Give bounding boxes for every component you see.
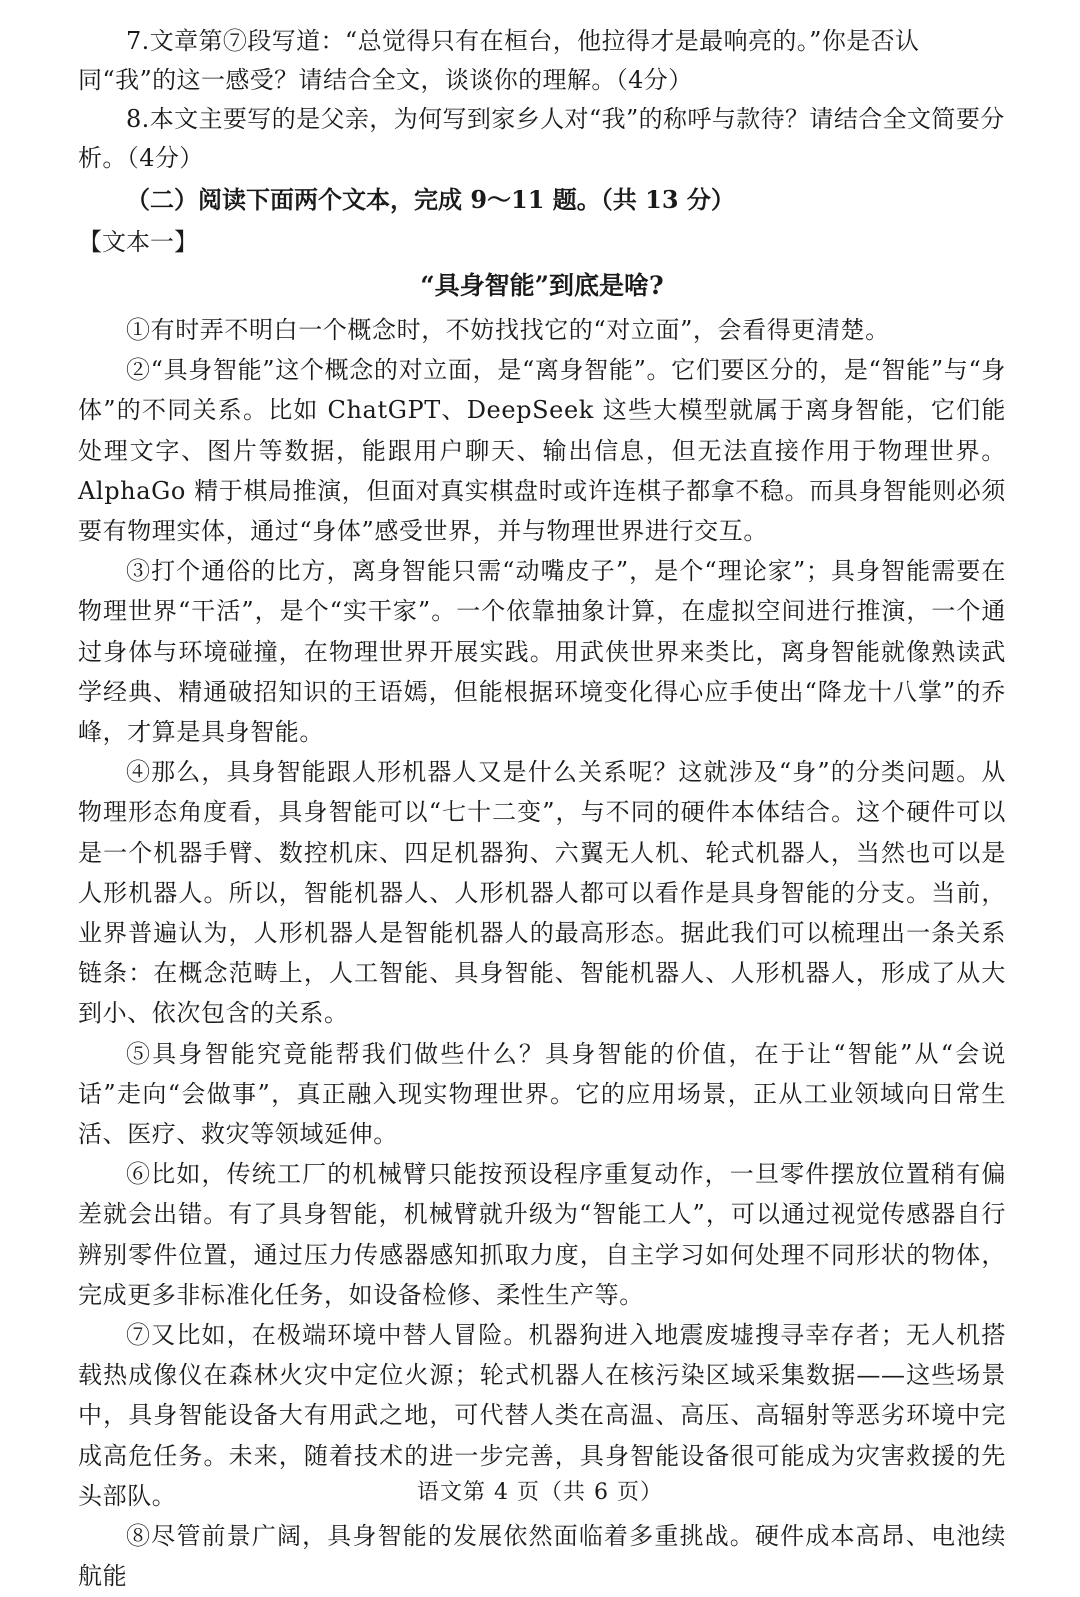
paragraph-3: ③打个通俗的比方，离身智能只需“动嘴皮子”，是个“理论家”；具身智能需要在物理世界“干活”，是个“实干家”。一个依靠抽象计算，在虚拟空间进行推演，一个通过身体与环境碰撞，在物理世界开展实践。用武侠世界来类比，离身智能就像熟读武学经典、精通破招知识的王语嫣，但能根据环境变化得心应手使出“降龙十八掌”的乔峰，才算是具身智能。 [78,557,1006,747]
paragraph-7: ⑦又比如，在极端环境中替人冒险。机器狗进入地震废墟搜寻幸存者；无人机搭载热成像仪在森林火灾中定位火源；轮式机器人在核污染区域采集数据——这些场景中，具身智能设备大有用武之地，可代替人类在高温、高压、高辐射等恶劣环境中完成高危任务。未来，随着技术的进一步完善，具身智能设备很可能成为灾害救援的先头部队。 [78,1321,1006,1510]
text-label: 【文本一】 [78,228,198,256]
question-7: 7.文章第⑦段写道：“总觉得只有在桓台，他拉得才是最响亮的。”你是否认同“我”的这一感受？请结合全文，谈谈你的理解。（4分） [78,27,920,94]
paragraph-5: ⑤具身智能究竟能帮我们做些什么？具身智能的价值，在于让“智能”从“会说话”走向“会做事”，真正融入现实物理世界。它的应用场景，正从工业领域向日常生活、医疗、救灾等领域延伸。 [78,1039,1006,1149]
exam-page [78,22,1006,1597]
paragraph-1: ①有时弄不明白一个概念时，不妨找找它的“对立面”，会看得更清楚。 [126,316,890,344]
paragraph-4: ④那么，具身智能跟人形机器人又是什么关系呢？这就涉及“身”的分类问题。从物理形态角度看，具身智能可以“七十二变”，与不同的硬件本体结合。这个硬件可以是一个机器手臂、数控机床、四足机器狗、六翼无人机、轮式机器人，当然也可以是人形机器人。所以，智能机器人、人形机器人都可以看作是具身智能的分支。当前，业界普遍认为，人形机器人是智能机器人的最高形态。据此我们可以梳理出一条关系链条：在概念范畴上，人工智能、具身智能、智能机器人、人形机器人，形成了从大到小、依次包含的关系。 [78,758,1006,1028]
article-title: “具身智能”到底是啥? [420,271,664,300]
paragraph-6: ⑥比如，传统工厂的机械臂只能按预设程序重复动作，一旦零件摆放位置稍有偏差就会出错。有了具身智能，机械臂就升级为“智能工人”，可以通过视觉传感器自行辨别零件位置，通过压力传感器感知抓取力度，自主学习如何处理不同形状的物体，完成更多非标准化任务，如设备检修、柔性生产等。 [78,1160,1006,1309]
paragraph-2: ②“具身智能”这个概念的对立面，是“离身智能”。它们要区分的，是“智能”与“身体”的不同关系。比如 ChatGPT、DeepSeek 这些大模型就属于离身智能，它们能处理文字、图片等数据，能跟用户聊天、输出信息，但无法直接作用于物理世界。AlphaGo 精于棋局推演，但面对真实棋盘时或许连棋子都拿不稳。而具身智能则必须要有物理实体，通过“身体”感受世界，并与物理世界进行交互。 [78,356,1006,546]
paragraph-8: ⑧尽管前景广阔，具身智能的发展依然面临着多重挑战。硬件成本高昂、电池续航能 [78,1522,1006,1591]
page-footer: 语文第 4 页（共 6 页） [417,1480,663,1505]
question-8: 8.本文主要写的是父亲，为何写到家乡人对“我”的称呼与款待？请结合全文简要分析。（4分） [78,105,1005,172]
question-list [78,22,1006,178]
section-heading: （二）阅读下面两个文本，完成 9～11 题。（共 13 分） [126,185,735,214]
article-body [78,310,1006,1597]
